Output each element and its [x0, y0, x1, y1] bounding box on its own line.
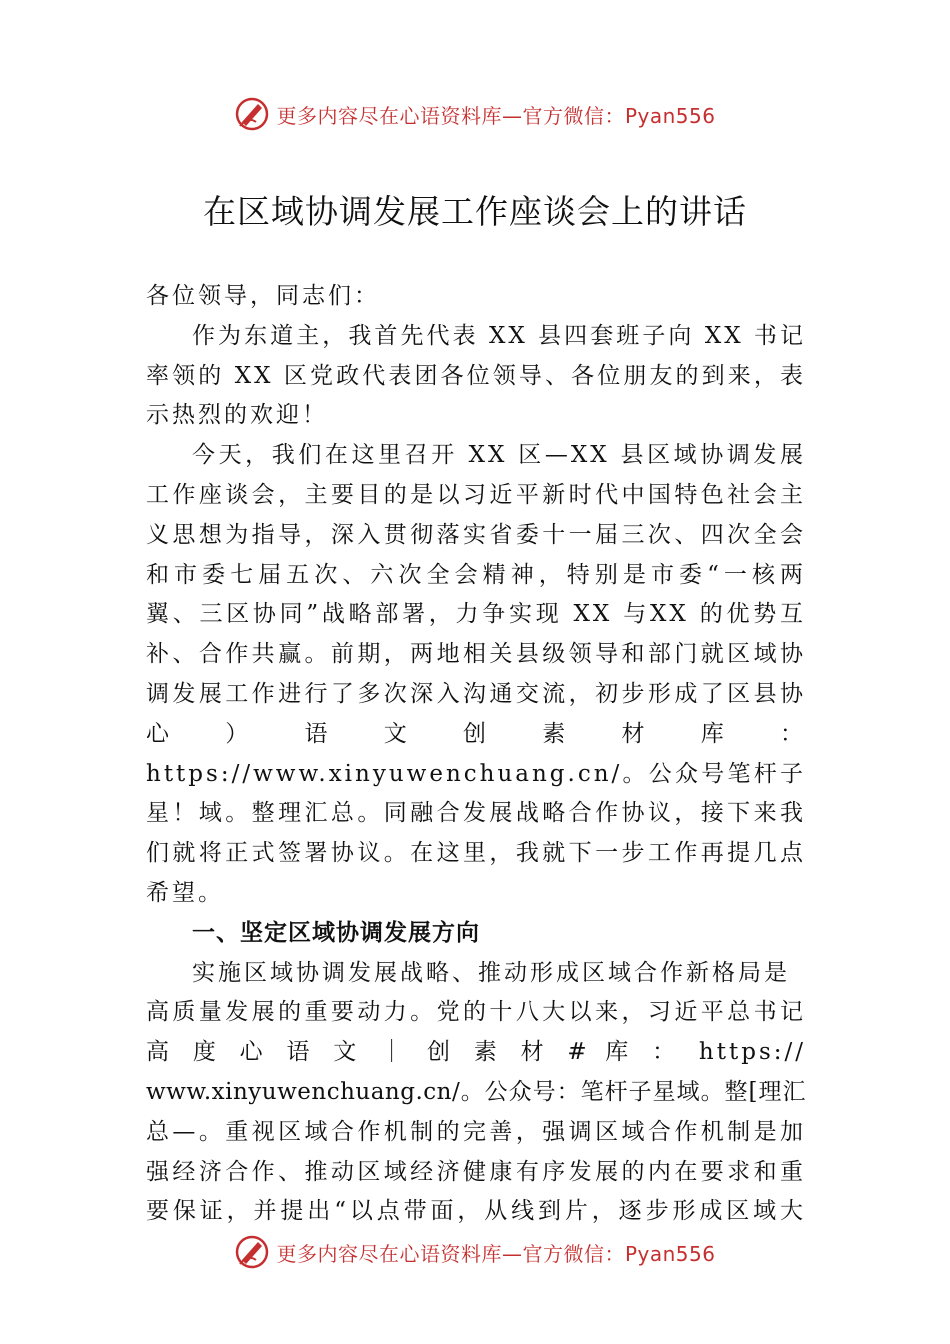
- document-body: [146, 277, 806, 1232]
- paragraph-welcome: 作为东道主，我首先代表 XX 县四套班子向 XX 书记率领的 XX 区党政代表团各位领导、各位朋友的到来，表示热烈的欢迎！: [146, 322, 806, 429]
- banner-text: [276, 1238, 715, 1267]
- section-line: 总—。重视区域合作机制的完善，强调区域合作机制是加: [146, 1118, 806, 1145]
- logo-icon: [234, 96, 270, 132]
- section-line: 高质量发展的重要动力。党的十八大以来，习近平总书记: [146, 999, 806, 1026]
- salutation: 各位领导，同志们：: [146, 283, 380, 309]
- section-heading: 一、坚定区域协调发展方向: [192, 919, 480, 946]
- banner-wechat: —官方微信：Pyan556: [501, 103, 716, 128]
- footer-banner: [0, 1232, 950, 1272]
- document-title: 在区域协调发展工作座谈会上的讲话: [203, 192, 747, 231]
- banner-main: 更多内容尽在心语资料库: [276, 103, 502, 128]
- logo-icon: [234, 1234, 270, 1270]
- banner-text: [276, 100, 715, 129]
- section-line: 强经济合作、推动区域经济健康有序发展的内在要求和重: [146, 1158, 806, 1185]
- paragraph-meeting: 今天，我们在这里召开 XX 区—XX 县区域协调发展工作座谈会，主要目的是以习近平新时代中国特色社会主义思想为指导，深入贯彻落实省委十一届三次、四次全会和市委七届五次、六次全会精神，特别是市委“一核两翼、三区协同”战略部署，力争实现 XX 与XX 的优势互补、合作共赢。前期，两地相关县级领导和部门就区域协调发展工作进行了多次深入沟通交流，初步形成了区县协心）语文创素材库：https://www.xinyuwenchuang.cn/。公众号笔杆子星！域。整理汇总。同融合发展战略合作协议，接下来我们就将正式签署协议。在这里，我就下一步工作再提几点希望。: [146, 442, 806, 906]
- section-line: 高 度 心 语 文 ｜ 创 素 材 # 库 ： https://: [146, 1039, 806, 1066]
- section-line: 实施区域协调发展战略、推动形成区域合作新格局是: [192, 959, 790, 986]
- banner-main: 更多内容尽在心语资料库: [276, 1241, 502, 1266]
- section-line: www.xinyuwenchuang.cn/。公众号：笔杆子星域。整[理汇: [146, 1078, 806, 1105]
- header-banner: [0, 94, 950, 134]
- banner-wechat: —官方微信：Pyan556: [501, 1241, 716, 1266]
- section-line: 要保证，并提出“以点带面，从线到片，逐步形成区域大: [146, 1198, 806, 1225]
